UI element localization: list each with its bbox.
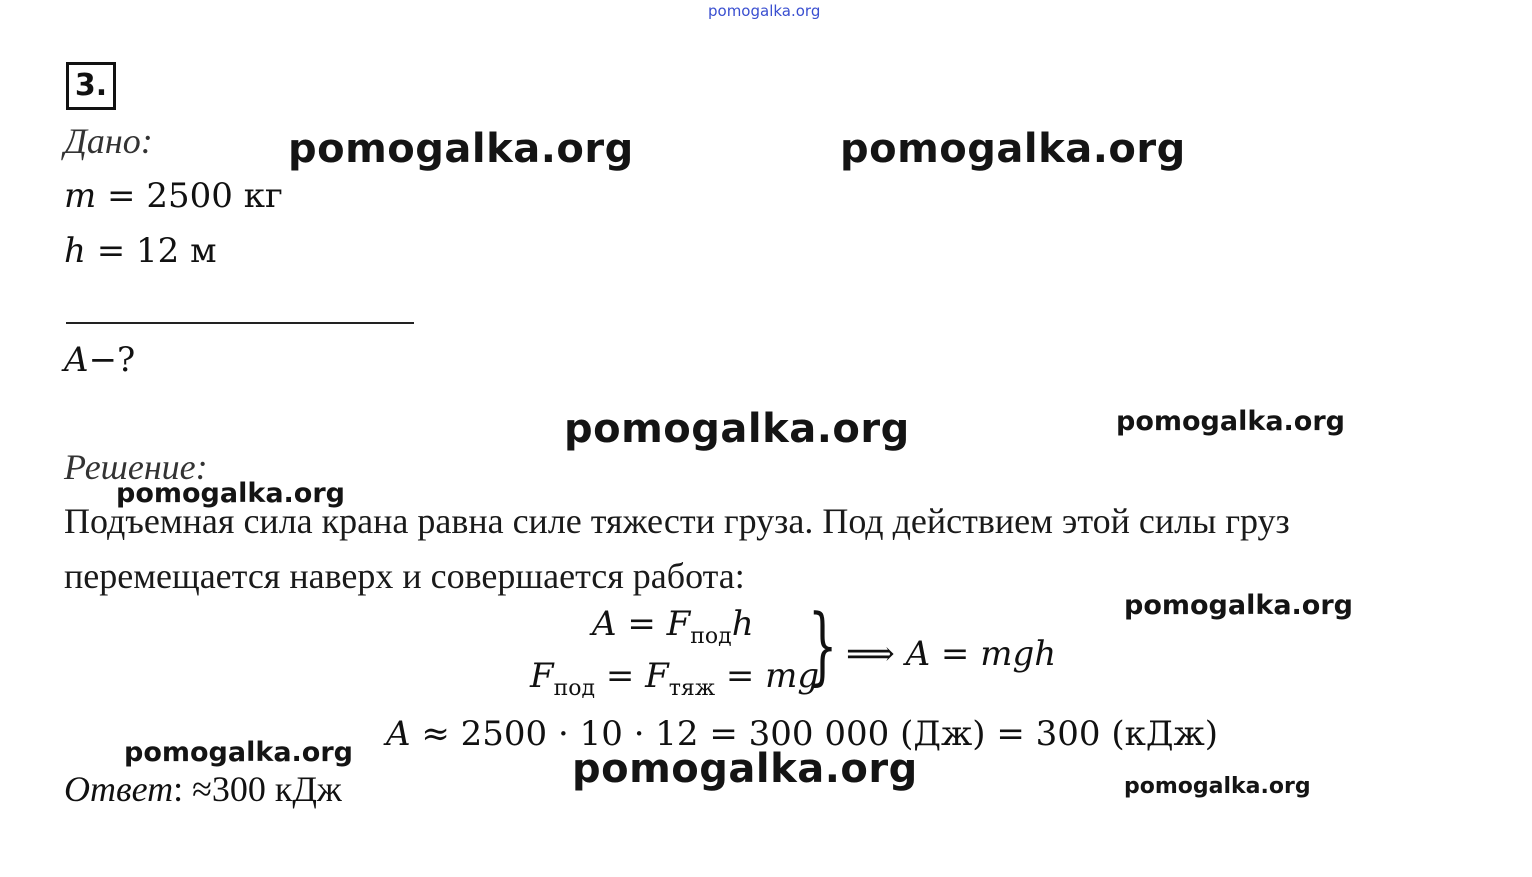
given-divider bbox=[66, 322, 414, 324]
solution-text-line-2: перемещается наверх и совершается работа: bbox=[64, 556, 745, 596]
given-height bbox=[64, 231, 217, 271]
watermark-top: pomogalka.org bbox=[708, 2, 821, 20]
equation-work: $A = F_{под}h$ bbox=[592, 604, 754, 649]
solution-text-line-1: Подъемная сила крана равна силе тяжести груза. Под действием этой силы груз bbox=[64, 501, 1290, 541]
watermark: pomogalka.org bbox=[840, 126, 1186, 172]
given-mass bbox=[64, 176, 283, 216]
equation-result: ⟹ A = mgh bbox=[846, 634, 1057, 674]
watermark: pomogalka.org bbox=[572, 746, 918, 792]
answer bbox=[64, 768, 342, 810]
equation-calculation: A ≈ 2500 · 10 · 12 = 300 000 (Дж) = 300 (кДж) bbox=[386, 714, 1219, 754]
watermark: pomogalka.org bbox=[1124, 590, 1353, 621]
watermark: pomogalka.org bbox=[288, 126, 634, 172]
var-h: h bbox=[64, 231, 86, 271]
watermark: pomogalka.org bbox=[1124, 774, 1311, 799]
watermark: pomogalka.org bbox=[564, 406, 910, 452]
answer-label: Ответ bbox=[64, 769, 174, 809]
watermark: pomogalka.org bbox=[124, 737, 353, 768]
answer-value: : ≈300 кДж bbox=[173, 769, 342, 809]
solution-label: Решение: bbox=[64, 447, 208, 487]
watermark: pomogalka.org bbox=[1116, 406, 1345, 437]
equation-force: $F_{под} = F_{тяж}$ = mg bbox=[530, 656, 820, 701]
right-brace: } bbox=[808, 596, 838, 694]
given-height-value: = 12 м bbox=[85, 231, 217, 271]
var-m: m bbox=[64, 176, 97, 216]
given-mass-value: = 2500 кг bbox=[96, 176, 283, 216]
watermark: pomogalka.org bbox=[116, 478, 345, 509]
var-a: A bbox=[64, 340, 89, 380]
given-label: Дано: bbox=[64, 121, 153, 161]
problem-number: 3. bbox=[66, 62, 116, 110]
find-question: −? bbox=[88, 340, 136, 380]
find bbox=[64, 340, 135, 380]
